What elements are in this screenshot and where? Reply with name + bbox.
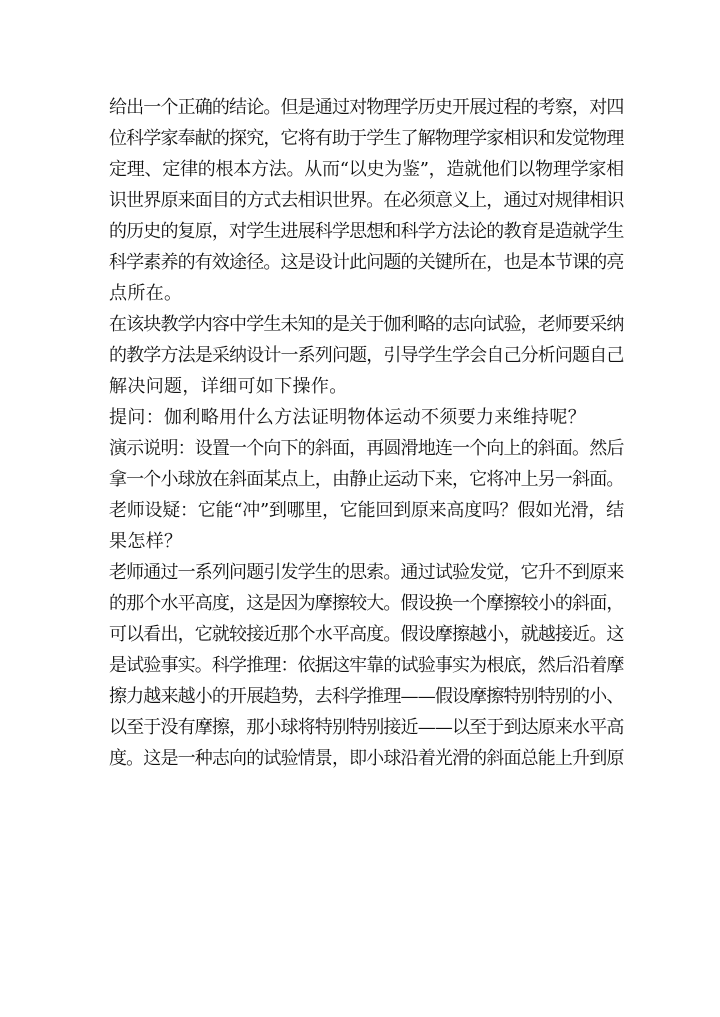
text-line: 是试验事实。科学推理：依据这牢靠的试验事实为根底，然后沿着摩 (109, 655, 624, 676)
text-line: 果怎样？ (109, 531, 183, 552)
text-line: 定理、定律的根本方法。从而“以史为鉴”，造就他们以物理学家相 (109, 159, 624, 180)
text-line: 拿一个小球放在斜面某点上，由静止运动下来，它将冲上另一斜面。 (109, 469, 624, 490)
text-line: 解决问题，详细可如下操作。 (109, 376, 348, 397)
text-line: 的那个水平高度，这是因为摩擦较大。假设换一个摩擦较小的斜面， (109, 593, 624, 614)
text-line: 以至于没有摩擦，那小球将特别特别接近——以至于到达原来水平高 (109, 717, 624, 738)
text-line: 给出一个正确的结论。但是通过对物理学历史开展过程的考察，对四 (109, 97, 624, 118)
text-line: 可以看出，它就较接近那个水平高度。假设摩擦越小，就越接近。这 (109, 624, 624, 645)
text-line: 度。这是一种志向的试验情景，即小球沿着光滑的斜面总能上升到原 (109, 748, 624, 769)
text-line: 位科学家奉献的探究，它将有助于学生了解物理学家相识和发觉物理 (109, 128, 624, 149)
text-line: 擦力越来越小的开展趋势，去科学推理——假设摩擦特别特别的小、 (109, 686, 624, 707)
text-line: 演示说明：设置一个向下的斜面，再圆滑地连一个向上的斜面。然后 (109, 438, 624, 459)
text-line: 在该块教学内容中学生未知的是关于伽利略的志向试验，老师要采纳 (109, 314, 624, 335)
body-text (109, 92, 624, 774)
text-line: 识世界原来面目的方式去相识世界。在必须意义上，通过对规律相识 (109, 190, 624, 211)
text-line: 点所在。 (109, 283, 183, 304)
text-line: 提问：伽利略用什么方法证明物体运动不须要力来维持呢？ (109, 407, 587, 428)
text-line: 的教学方法是采纳设计一系列问题，引导学生学会自己分析问题自己 (109, 345, 624, 366)
text-line: 老师通过一系列问题引发学生的思索。通过试验发觉，它升不到原来 (109, 562, 624, 583)
text-line: 老师设疑：它能“冲”到哪里，它能回到原来高度吗？假如光滑，结 (109, 500, 624, 521)
text-line: 科学素养的有效途径。这是设计此问题的关键所在，也是本节课的亮 (109, 252, 624, 273)
text-line: 的历史的复原，对学生进展科学思想和科学方法论的教育是造就学生 (109, 221, 624, 242)
